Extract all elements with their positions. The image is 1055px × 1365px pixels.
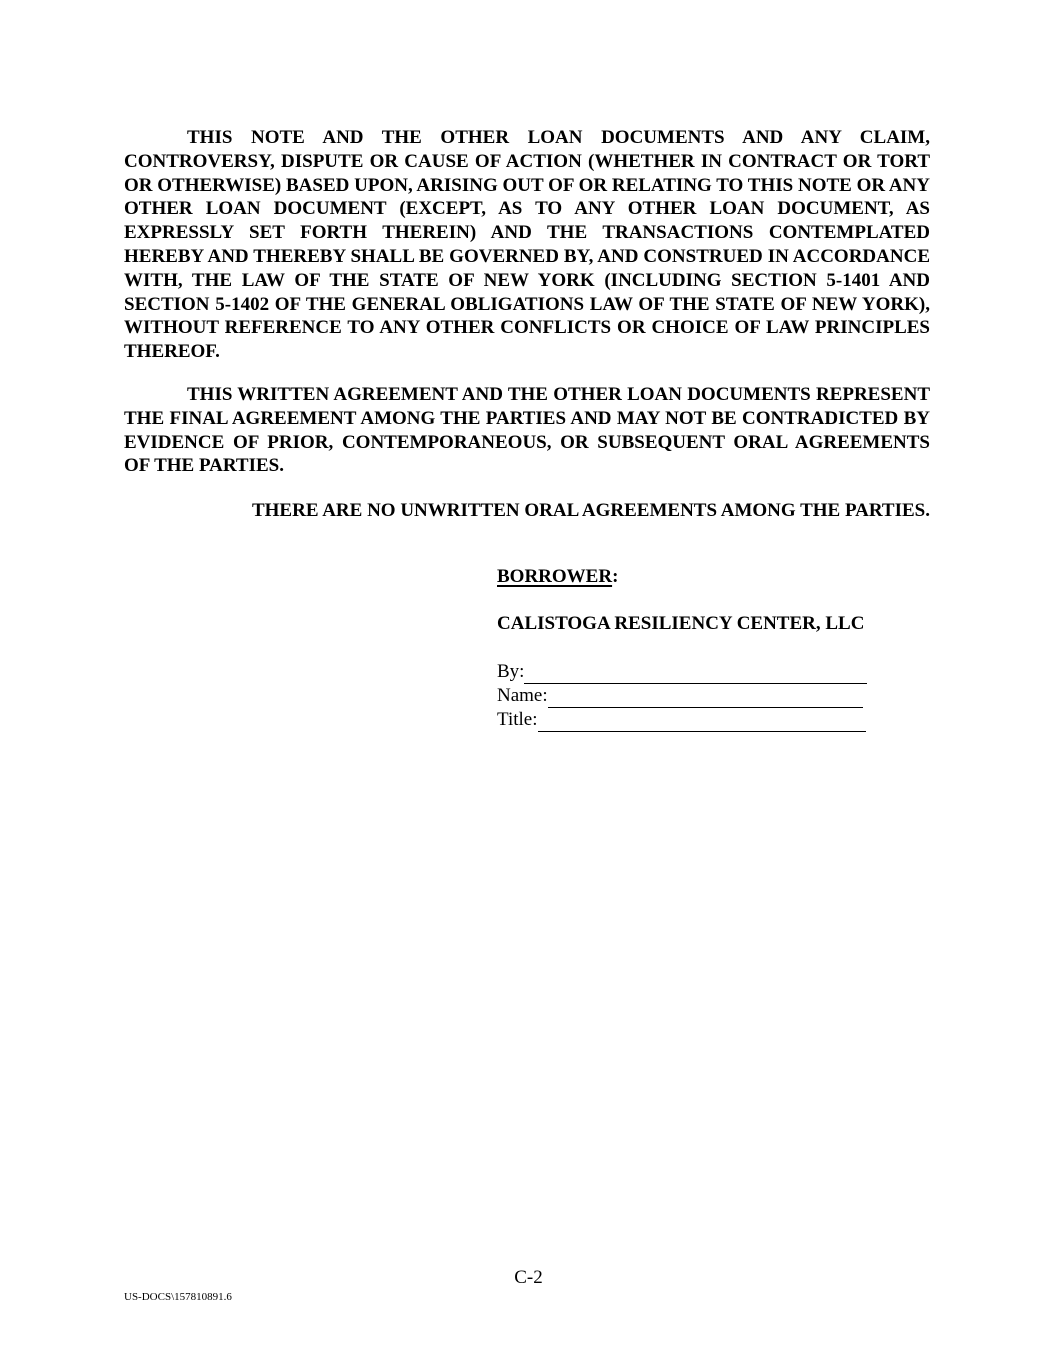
name-label: Name: bbox=[497, 685, 548, 706]
name-signature-line bbox=[548, 689, 863, 708]
by-signature-line bbox=[524, 665, 867, 684]
signature-name-row bbox=[497, 684, 863, 708]
borrower-heading-colon: : bbox=[612, 566, 619, 587]
title-label: Title: bbox=[497, 709, 538, 730]
signature-by-row bbox=[497, 660, 867, 684]
borrower-heading-label: BORROWER bbox=[497, 566, 613, 587]
borrower-heading bbox=[497, 565, 917, 589]
no-oral-agreements-paragraph: THERE ARE NO UNWRITTEN ORAL AGREEMENTS AMONG THE PARTIES. bbox=[251, 500, 930, 521]
governing-law-paragraph: THIS NOTE AND THE OTHER LOAN DOCUMENTS AND ANY CLAIM, CONTROVERSY, DISPUTE OR CAUSE OF ACTION (WHETHER IN CONTRACT OR TORT OR OTHERWISE) BASED UPON, ARISING OUT OF OR RELATING TO THIS NOTE OR ANY OTHER LOAN DOCUMENT (EXCEPT, AS TO ANY OTHER LOAN DOCUMENT, AS EXPRESSLY SET FORTH THEREIN) AND THE TRANSACTIONS CONTEMPLATED HEREBY AND THEREBY SHALL BE GOVERNED BY, AND CONSTRUED IN ACCORDANCE WITH, THE LAW OF THE STATE OF NEW YORK (INCLUDING SECTION 5-1401 AND SECTION 5-1402 OF THE GENERAL OBLIGATIONS LAW OF THE STATE OF NEW YORK), WITHOUT REFERENCE TO ANY OTHER CONFLICTS OR CHOICE OF LAW PRINCIPLES THEREOF. bbox=[124, 127, 930, 363]
title-signature-line bbox=[538, 713, 866, 732]
final-agreement-paragraph: THIS WRITTEN AGREEMENT AND THE OTHER LOAN DOCUMENTS REPRESENT THE FINAL AGREEMENT AMONG THE PARTIES AND MAY NOT BE CONTRADICTED BY EVIDENCE OF PRIOR, CONTEMPORANEOUS, OR SUBSEQUENT ORAL AGREEMENTS OF THE PARTIES. bbox=[124, 384, 930, 477]
borrower-entity-name: CALISTOGA RESILIENCY CENTER, LLC bbox=[497, 613, 865, 634]
signature-title-row bbox=[497, 708, 866, 732]
by-label: By: bbox=[497, 661, 525, 682]
page-number: C-2 bbox=[514, 1267, 543, 1288]
document-id: US-DOCS\157810891.6 bbox=[124, 1291, 232, 1303]
